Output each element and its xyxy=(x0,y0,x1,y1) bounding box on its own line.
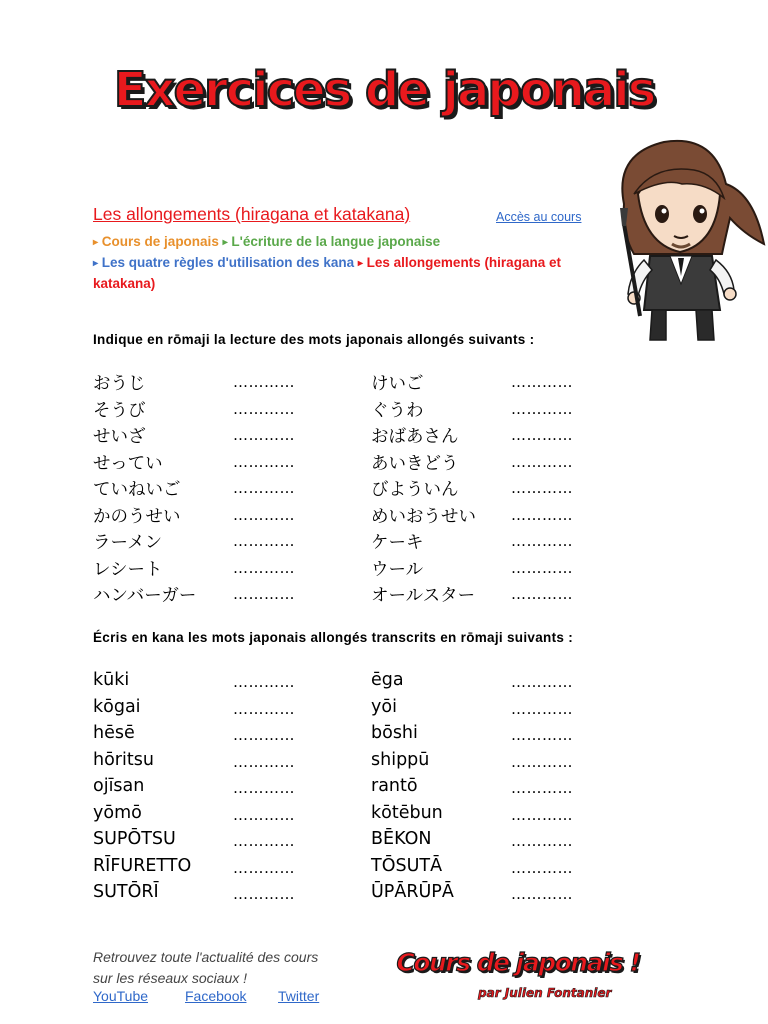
exercise-row xyxy=(93,503,613,529)
word-right: ウール xyxy=(371,559,424,580)
exercise-row xyxy=(93,582,613,608)
breadcrumb xyxy=(93,232,593,294)
exercise-row xyxy=(93,697,613,723)
answer-blank-right: ………… xyxy=(511,585,573,603)
answer-blank-right: ………… xyxy=(511,426,573,444)
lesson-title: Les allongements (hiragana et katakana) xyxy=(93,204,411,224)
brand-logo: Cours de japonais ! xyxy=(396,948,640,977)
answer-blank-right: ………… xyxy=(511,558,573,577)
word-left: せってい xyxy=(93,453,163,474)
answer-blank-left: ………… xyxy=(233,805,295,824)
word-left: そうび xyxy=(93,400,146,421)
word-right: TŌSUTĀ xyxy=(371,855,443,876)
answer-blank-left: ………… xyxy=(233,558,295,577)
answer-blank-right: ………… xyxy=(511,505,573,524)
exercise-row xyxy=(93,529,613,555)
word-left: せいざ xyxy=(93,427,146,447)
answer-blank-left: ………… xyxy=(233,452,295,471)
answer-blank-left: ………… xyxy=(233,752,295,771)
answer-blank-left: ………… xyxy=(233,832,295,850)
answer-blank-left: ………… xyxy=(233,479,295,497)
social-text-line: sur les réseaux sociaux ! xyxy=(93,970,248,986)
word-right: rantō xyxy=(371,776,418,796)
word-left: yōmō xyxy=(93,802,142,823)
word-right: yōi xyxy=(371,696,397,717)
brand-byline: par Julien Fontanier xyxy=(478,986,612,1000)
exercise-row xyxy=(93,803,613,829)
breadcrumb-item-writing[interactable]: L'écriture de la langue japonaise xyxy=(231,234,441,249)
word-left: ハンバーガー xyxy=(93,586,197,606)
word-right: ケーキ xyxy=(371,533,424,553)
exercise-row xyxy=(93,856,613,882)
social-text xyxy=(93,947,318,989)
answer-blank-right: ………… xyxy=(511,673,573,691)
answer-blank-right: ………… xyxy=(511,832,573,850)
breadcrumb-separator-icon: ▸ xyxy=(93,258,99,269)
answer-blank-left: ………… xyxy=(233,585,295,603)
word-right: オールスター xyxy=(371,586,476,606)
answer-blank-left: ………… xyxy=(233,726,295,744)
word-left: ojīsan xyxy=(93,776,145,796)
word-right: kōtēbun xyxy=(371,802,443,823)
answer-blank-right: ………… xyxy=(511,779,573,797)
breadcrumb-separator-icon: ▸ xyxy=(357,258,363,269)
answer-blank-right: ………… xyxy=(511,858,573,877)
word-left: かのうせい xyxy=(93,506,181,527)
exercise-row xyxy=(93,370,613,396)
answer-blank-right: ………… xyxy=(511,479,573,497)
facebook-link[interactable]: Facebook xyxy=(185,988,247,1004)
breadcrumb-separator-icon: ▸ xyxy=(222,237,228,248)
breadcrumb-item-current: Les allongements (hiragana et katakana) xyxy=(93,255,561,291)
word-right: めいおうせい xyxy=(371,506,476,527)
word-right: BĒKON xyxy=(371,829,432,849)
word-left: ていねいご xyxy=(93,480,181,500)
exercise2-instruction: Écris en kana les mots japonais allongés transcrits en rōmaji suivants : xyxy=(93,630,574,645)
youtube-link[interactable]: YouTube xyxy=(93,988,149,1004)
answer-blank-right: ………… xyxy=(511,752,573,771)
answer-blank-left: ………… xyxy=(233,885,295,903)
word-left: ラーメン xyxy=(93,533,163,553)
breadcrumb-separator-icon: ▸ xyxy=(93,237,99,248)
word-left: kūki xyxy=(93,670,130,690)
answer-blank-right: ………… xyxy=(511,699,573,718)
word-left: kōgai xyxy=(93,696,141,717)
answer-blank-left: ………… xyxy=(233,699,295,718)
exercise-row xyxy=(93,723,613,749)
word-left: RĪFURETTO xyxy=(93,855,192,876)
answer-blank-left: ………… xyxy=(233,779,295,797)
breadcrumb-item-kana-rules[interactable]: Les quatre règles d'utilisation des kana xyxy=(101,255,355,270)
word-left: おうじ xyxy=(93,374,146,394)
answer-blank-right: ………… xyxy=(511,726,573,744)
exercise-row xyxy=(93,450,613,476)
exercise-row xyxy=(93,882,613,908)
exercise-row xyxy=(93,423,613,449)
answer-blank-right: ………… xyxy=(511,805,573,824)
answer-blank-left: ………… xyxy=(233,426,295,444)
word-right: あいきどう xyxy=(371,453,459,474)
page-title: Exercices de japonais xyxy=(113,62,655,118)
answer-blank-left: ………… xyxy=(233,399,295,418)
answer-blank-left: ………… xyxy=(233,858,295,877)
word-right: ŪPĀRŪPĀ xyxy=(371,882,454,902)
exercise-row xyxy=(93,750,613,776)
twitter-link[interactable]: Twitter xyxy=(278,988,320,1004)
course-access-link[interactable]: Accès au cours xyxy=(496,210,582,224)
answer-blank-right: ………… xyxy=(511,373,573,391)
exercise-row xyxy=(93,476,613,502)
social-text-line: Retrouvez toute l'actualité des cours xyxy=(93,949,319,965)
answer-blank-left: ………… xyxy=(233,505,295,524)
exercise-row xyxy=(93,670,613,696)
answer-blank-left: ………… xyxy=(233,373,295,391)
answer-blank-left: ………… xyxy=(233,673,295,691)
word-right: shippū xyxy=(371,749,430,770)
word-left: hēsē xyxy=(93,723,135,743)
word-right: ぐうわ xyxy=(371,400,424,421)
word-right: おばあさん xyxy=(371,427,459,447)
breadcrumb-item-courses[interactable]: Cours de japonais xyxy=(101,234,219,249)
word-left: レシート xyxy=(93,559,163,580)
exercise1-instruction: Indique en rōmaji la lecture des mots japonais allongés suivants : xyxy=(93,332,535,347)
exercise-row xyxy=(93,829,613,855)
word-left: SUTŌRĪ xyxy=(93,882,159,902)
exercise-row xyxy=(93,397,613,423)
answer-blank-right: ………… xyxy=(511,452,573,471)
word-left: SUPŌTSU xyxy=(93,829,176,849)
answer-blank-right: ………… xyxy=(511,399,573,418)
word-right: ēga xyxy=(371,670,404,690)
word-right: びよういん xyxy=(371,480,459,500)
word-right: けいご xyxy=(371,374,424,394)
mascot-illustration xyxy=(604,134,768,342)
answer-blank-left: ………… xyxy=(233,532,295,550)
answer-blank-right: ………… xyxy=(511,532,573,550)
exercise-row xyxy=(93,776,613,802)
answer-blank-right: ………… xyxy=(511,885,573,903)
word-left: hōritsu xyxy=(93,749,154,770)
word-right: bōshi xyxy=(371,723,418,743)
exercise-row xyxy=(93,556,613,582)
